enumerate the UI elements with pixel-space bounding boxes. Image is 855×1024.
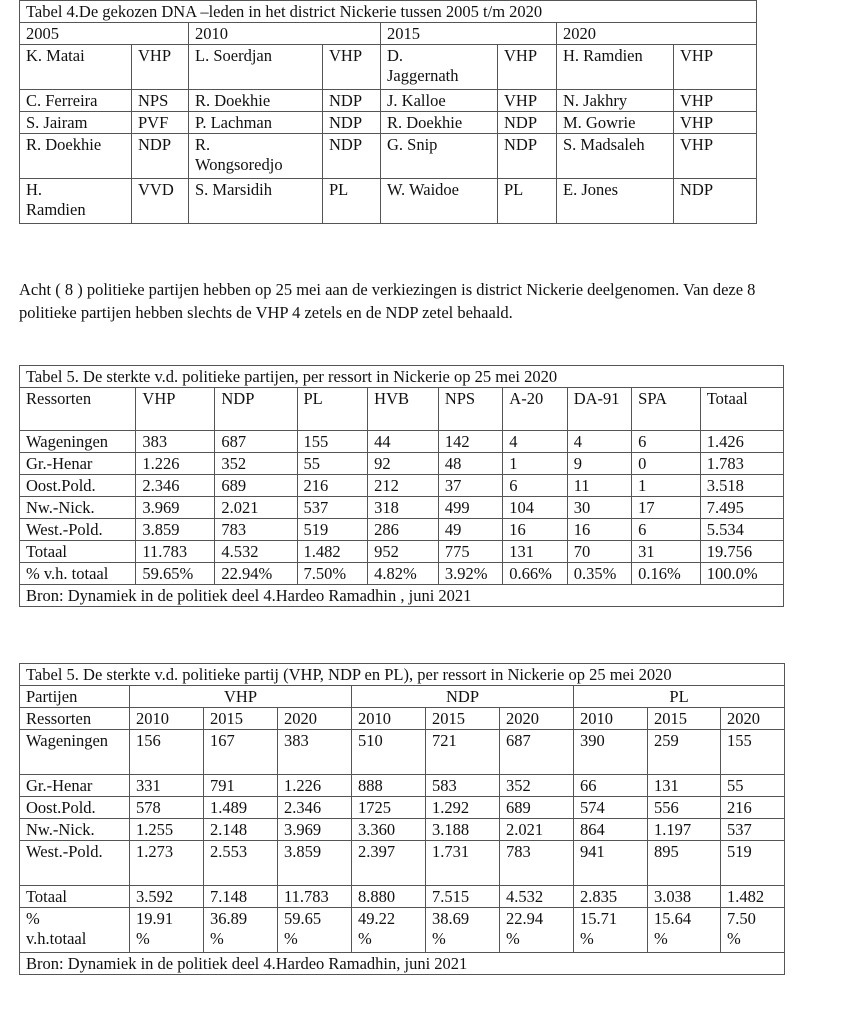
table-row bbox=[20, 497, 784, 519]
table-row bbox=[20, 730, 785, 775]
cell: 104 bbox=[503, 497, 567, 519]
year-header-row bbox=[20, 23, 757, 45]
table-caption: Tabel 5. De sterkte v.d. politieke partij (VHP, NDP en PL), per ressort in Nickerie op 25 mei 2020 bbox=[20, 664, 785, 686]
cell: 11.783 bbox=[278, 886, 352, 908]
cell: 59.65% bbox=[136, 563, 215, 585]
cell: 2.397 bbox=[352, 841, 426, 886]
table-row bbox=[20, 112, 757, 134]
year-header: 2005 bbox=[20, 23, 189, 45]
member-name: N. Jakhry bbox=[557, 90, 674, 112]
cell: 6 bbox=[632, 431, 701, 453]
column-header: PL bbox=[297, 388, 368, 431]
cell: 721 bbox=[426, 730, 500, 775]
ressort-name: West.-Pold. bbox=[20, 841, 130, 886]
year-header: 2020 bbox=[557, 23, 757, 45]
cell: 687 bbox=[500, 730, 574, 775]
cell: 7.50% bbox=[297, 563, 368, 585]
year-header: 2020 bbox=[500, 708, 574, 730]
ressort-name: Wageningen bbox=[20, 431, 136, 453]
year-header-row bbox=[20, 708, 785, 730]
column-header: A-20 bbox=[503, 388, 567, 431]
member-party: PL bbox=[323, 179, 381, 224]
year-header: 2015 bbox=[381, 23, 557, 45]
cell: 66 bbox=[574, 775, 648, 797]
cell: 775 bbox=[438, 541, 502, 563]
cell: 952 bbox=[368, 541, 439, 563]
year-header: 2015 bbox=[426, 708, 500, 730]
member-name: D. Jaggernath bbox=[381, 45, 498, 90]
ressort-name: Nw.-Nick. bbox=[20, 497, 136, 519]
cell: 100.0% bbox=[700, 563, 783, 585]
member-party: VHP bbox=[674, 134, 757, 179]
cell: 131 bbox=[648, 775, 721, 797]
row-label: Partijen bbox=[20, 686, 130, 708]
member-party: NDP bbox=[132, 134, 189, 179]
member-party: NDP bbox=[498, 134, 557, 179]
cell: 155 bbox=[721, 730, 785, 775]
member-name: M. Gowrie bbox=[557, 112, 674, 134]
cell: 3.188 bbox=[426, 819, 500, 841]
cell: 15.64 % bbox=[648, 908, 721, 953]
member-party: VHP bbox=[674, 90, 757, 112]
cell: 1.482 bbox=[721, 886, 785, 908]
table-row bbox=[20, 819, 785, 841]
cell: 791 bbox=[204, 775, 278, 797]
table-row bbox=[20, 475, 784, 497]
cell: 3.859 bbox=[278, 841, 352, 886]
cell: 783 bbox=[215, 519, 297, 541]
cell: 574 bbox=[574, 797, 648, 819]
cell: 70 bbox=[567, 541, 631, 563]
cell: 556 bbox=[648, 797, 721, 819]
cell: 8.880 bbox=[352, 886, 426, 908]
percent-row bbox=[20, 563, 784, 585]
cell: 331 bbox=[130, 775, 204, 797]
cell: 318 bbox=[368, 497, 439, 519]
cell: 7.148 bbox=[204, 886, 278, 908]
cell: 895 bbox=[648, 841, 721, 886]
cell: 352 bbox=[500, 775, 574, 797]
ressort-name: Gr.-Henar bbox=[20, 775, 130, 797]
cell: 1 bbox=[632, 475, 701, 497]
year-header: 2010 bbox=[352, 708, 426, 730]
cell: 510 bbox=[352, 730, 426, 775]
cell: 19.91 % bbox=[130, 908, 204, 953]
cell: 383 bbox=[278, 730, 352, 775]
table-dna-members bbox=[19, 0, 757, 224]
table-row bbox=[20, 179, 757, 224]
cell: 383 bbox=[136, 431, 215, 453]
member-party: VHP bbox=[323, 45, 381, 90]
cell: 1 bbox=[503, 453, 567, 475]
table-row bbox=[20, 134, 757, 179]
year-header: 2010 bbox=[189, 23, 381, 45]
cell: 22.94 % bbox=[500, 908, 574, 953]
cell: 49 bbox=[438, 519, 502, 541]
cell: 2.835 bbox=[574, 886, 648, 908]
cell: 5.534 bbox=[700, 519, 783, 541]
member-party: NDP bbox=[674, 179, 757, 224]
body-paragraph: Acht ( 8 ) politieke partijen hebben op 25 mei aan de verkiezingen is district Nickerie deelgenomen. Van deze 8 politieke partijen hebben slechts de VHP 4 zetels en de NDP zetel behaald. bbox=[19, 280, 756, 322]
cell: 1.426 bbox=[700, 431, 783, 453]
party-header-row bbox=[20, 686, 785, 708]
member-name: J. Kalloe bbox=[381, 90, 498, 112]
cell: 55 bbox=[297, 453, 368, 475]
year-header: 2020 bbox=[721, 708, 785, 730]
cell: 2.553 bbox=[204, 841, 278, 886]
cell: 9 bbox=[567, 453, 631, 475]
total-row bbox=[20, 886, 785, 908]
cell: 687 bbox=[215, 431, 297, 453]
member-party: PVF bbox=[132, 112, 189, 134]
member-name: G. Snip bbox=[381, 134, 498, 179]
row-label: Ressorten bbox=[20, 708, 130, 730]
cell: 7.50 % bbox=[721, 908, 785, 953]
cell: 49.22 % bbox=[352, 908, 426, 953]
table-source: Bron: Dynamiek in de politiek deel 4.Hardeo Ramadhin , juni 2021 bbox=[20, 585, 784, 607]
ressort-name: Oost.Pold. bbox=[20, 475, 136, 497]
table-source: Bron: Dynamiek in de politiek deel 4.Hardeo Ramadhin, juni 2021 bbox=[20, 953, 785, 975]
cell: 4 bbox=[567, 431, 631, 453]
member-party: VHP bbox=[498, 45, 557, 90]
cell: 0.35% bbox=[567, 563, 631, 585]
cell: 15.71 % bbox=[574, 908, 648, 953]
cell: 4.532 bbox=[215, 541, 297, 563]
ressort-name: Totaal bbox=[20, 886, 130, 908]
cell: 3.969 bbox=[278, 819, 352, 841]
cell: 19.756 bbox=[700, 541, 783, 563]
year-header: 2020 bbox=[278, 708, 352, 730]
member-party: NDP bbox=[323, 90, 381, 112]
cell: 1.783 bbox=[700, 453, 783, 475]
cell: 4 bbox=[503, 431, 567, 453]
total-row bbox=[20, 541, 784, 563]
column-header: Totaal bbox=[700, 388, 783, 431]
member-party: VHP bbox=[132, 45, 189, 90]
cell: 1.489 bbox=[204, 797, 278, 819]
column-header: DA-91 bbox=[567, 388, 631, 431]
cell: 2.346 bbox=[278, 797, 352, 819]
column-header: HVB bbox=[368, 388, 439, 431]
member-party: NPS bbox=[132, 90, 189, 112]
cell: 390 bbox=[574, 730, 648, 775]
ressort-name: % v.h.totaal bbox=[20, 908, 130, 953]
cell: 17 bbox=[632, 497, 701, 519]
member-party: VVD bbox=[132, 179, 189, 224]
cell: 36.89 % bbox=[204, 908, 278, 953]
member-party: VHP bbox=[498, 90, 557, 112]
cell: 519 bbox=[721, 841, 785, 886]
cell: 0.66% bbox=[503, 563, 567, 585]
table-caption: Tabel 4.De gekozen DNA –leden in het district Nickerie tussen 2005 t/m 2020 bbox=[20, 1, 757, 23]
table-row bbox=[20, 453, 784, 475]
member-party: VHP bbox=[674, 45, 757, 90]
party-header: PL bbox=[574, 686, 785, 708]
year-header: 2015 bbox=[648, 708, 721, 730]
member-name: H. Ramdien bbox=[557, 45, 674, 90]
column-header: Ressorten bbox=[20, 388, 136, 431]
cell: 1.226 bbox=[278, 775, 352, 797]
member-name: L. Soerdjan bbox=[189, 45, 323, 90]
percent-row bbox=[20, 908, 785, 953]
cell: 16 bbox=[503, 519, 567, 541]
member-name: K. Matai bbox=[20, 45, 132, 90]
cell: 2.346 bbox=[136, 475, 215, 497]
column-header: NPS bbox=[438, 388, 502, 431]
table-row bbox=[20, 45, 757, 90]
cell: 142 bbox=[438, 431, 502, 453]
member-name: R. Doekhie bbox=[189, 90, 323, 112]
cell: 519 bbox=[297, 519, 368, 541]
cell: 167 bbox=[204, 730, 278, 775]
cell: 941 bbox=[574, 841, 648, 886]
cell: 0.16% bbox=[632, 563, 701, 585]
ressort-name: Oost.Pold. bbox=[20, 797, 130, 819]
cell: 59.65 % bbox=[278, 908, 352, 953]
table-party-strength bbox=[19, 365, 784, 607]
cell: 216 bbox=[721, 797, 785, 819]
member-name: R. Doekhie bbox=[20, 134, 132, 179]
ressort-name: West.-Pold. bbox=[20, 519, 136, 541]
table-party-strength-by-year bbox=[19, 663, 785, 975]
ressort-name: % v.h. totaal bbox=[20, 563, 136, 585]
table-caption: Tabel 5. De sterkte v.d. politieke partijen, per ressort in Nickerie op 25 mei 2020 bbox=[20, 366, 784, 388]
cell: 6 bbox=[632, 519, 701, 541]
member-name: S. Marsidih bbox=[189, 179, 323, 224]
cell: 1.273 bbox=[130, 841, 204, 886]
column-header: VHP bbox=[136, 388, 215, 431]
cell: 499 bbox=[438, 497, 502, 519]
cell: 2.021 bbox=[500, 819, 574, 841]
table-row bbox=[20, 431, 784, 453]
cell: 1.197 bbox=[648, 819, 721, 841]
cell: 31 bbox=[632, 541, 701, 563]
cell: 48 bbox=[438, 453, 502, 475]
cell: 286 bbox=[368, 519, 439, 541]
cell: 689 bbox=[215, 475, 297, 497]
member-name: H. Ramdien bbox=[20, 179, 132, 224]
ressort-name: Nw.-Nick. bbox=[20, 819, 130, 841]
party-header: NDP bbox=[352, 686, 574, 708]
cell: 11 bbox=[567, 475, 631, 497]
cell: 55 bbox=[721, 775, 785, 797]
cell: 3.518 bbox=[700, 475, 783, 497]
cell: 3.038 bbox=[648, 886, 721, 908]
cell: 888 bbox=[352, 775, 426, 797]
cell: 1.292 bbox=[426, 797, 500, 819]
party-header: VHP bbox=[130, 686, 352, 708]
cell: 1.226 bbox=[136, 453, 215, 475]
member-name: P. Lachman bbox=[189, 112, 323, 134]
cell: 1725 bbox=[352, 797, 426, 819]
cell: 6 bbox=[503, 475, 567, 497]
cell: 7.495 bbox=[700, 497, 783, 519]
cell: 156 bbox=[130, 730, 204, 775]
cell: 7.515 bbox=[426, 886, 500, 908]
cell: 11.783 bbox=[136, 541, 215, 563]
cell: 16 bbox=[567, 519, 631, 541]
member-name: R. Wongsoredjo bbox=[189, 134, 323, 179]
cell: 2.148 bbox=[204, 819, 278, 841]
cell: 92 bbox=[368, 453, 439, 475]
member-party: NDP bbox=[498, 112, 557, 134]
year-header: 2010 bbox=[574, 708, 648, 730]
cell: 578 bbox=[130, 797, 204, 819]
cell: 216 bbox=[297, 475, 368, 497]
member-party: NDP bbox=[323, 112, 381, 134]
member-name: S. Jairam bbox=[20, 112, 132, 134]
cell: 583 bbox=[426, 775, 500, 797]
member-name: C. Ferreira bbox=[20, 90, 132, 112]
cell: 3.859 bbox=[136, 519, 215, 541]
cell: 0 bbox=[632, 453, 701, 475]
cell: 37 bbox=[438, 475, 502, 497]
table-row bbox=[20, 90, 757, 112]
column-header: NDP bbox=[215, 388, 297, 431]
cell: 689 bbox=[500, 797, 574, 819]
cell: 537 bbox=[297, 497, 368, 519]
cell: 30 bbox=[567, 497, 631, 519]
member-party: PL bbox=[498, 179, 557, 224]
year-header: 2010 bbox=[130, 708, 204, 730]
cell: 1.731 bbox=[426, 841, 500, 886]
cell: 4.82% bbox=[368, 563, 439, 585]
cell: 1.255 bbox=[130, 819, 204, 841]
cell: 155 bbox=[297, 431, 368, 453]
cell: 3.969 bbox=[136, 497, 215, 519]
table-row bbox=[20, 775, 785, 797]
column-header: SPA bbox=[632, 388, 701, 431]
cell: 4.532 bbox=[500, 886, 574, 908]
cell: 212 bbox=[368, 475, 439, 497]
cell: 3.592 bbox=[130, 886, 204, 908]
member-name: R. Doekhie bbox=[381, 112, 498, 134]
cell: 352 bbox=[215, 453, 297, 475]
cell: 783 bbox=[500, 841, 574, 886]
cell: 864 bbox=[574, 819, 648, 841]
cell: 3.92% bbox=[438, 563, 502, 585]
member-name: E. Jones bbox=[557, 179, 674, 224]
year-header: 2015 bbox=[204, 708, 278, 730]
cell: 3.360 bbox=[352, 819, 426, 841]
cell: 38.69 % bbox=[426, 908, 500, 953]
member-party: NDP bbox=[323, 134, 381, 179]
table-row bbox=[20, 519, 784, 541]
ressort-name: Gr.-Henar bbox=[20, 453, 136, 475]
ressort-name: Totaal bbox=[20, 541, 136, 563]
ressort-name: Wageningen bbox=[20, 730, 130, 775]
member-name: W. Waidoe bbox=[381, 179, 498, 224]
cell: 259 bbox=[648, 730, 721, 775]
table-row bbox=[20, 797, 785, 819]
member-party: VHP bbox=[674, 112, 757, 134]
cell: 1.482 bbox=[297, 541, 368, 563]
table-row bbox=[20, 841, 785, 886]
header-row bbox=[20, 388, 784, 431]
cell: 22.94% bbox=[215, 563, 297, 585]
member-name: S. Madsaleh bbox=[557, 134, 674, 179]
cell: 44 bbox=[368, 431, 439, 453]
cell: 131 bbox=[503, 541, 567, 563]
cell: 2.021 bbox=[215, 497, 297, 519]
cell: 537 bbox=[721, 819, 785, 841]
